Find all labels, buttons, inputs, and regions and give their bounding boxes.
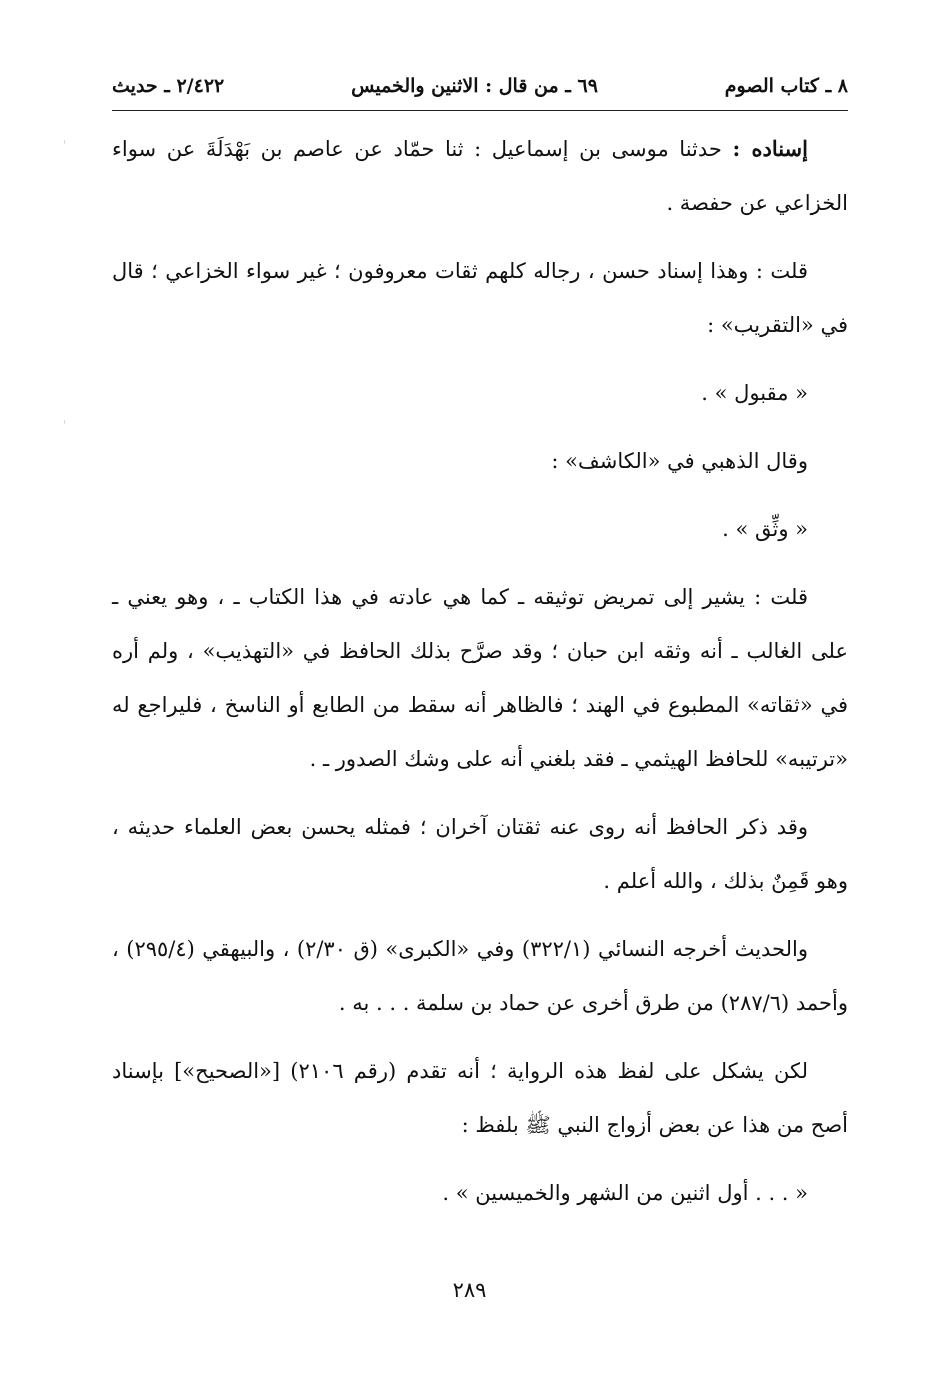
header-chapter-title: ٦٩ ـ من قال : الاثنين والخميس <box>351 75 598 97</box>
quote: « . . . أول اثنين من الشهر والخميسين » . <box>442 1181 808 1205</box>
isnad-paragraph <box>112 122 848 230</box>
paragraph: لكن يشكل على لفظ هذه الرواية ؛ أنه تقدم (رقم ٢١٠٦) [«الصحيح»] بإسناد أصح من هذا عن بعض أزواج النبي ﷺ بلفظ : <box>112 1059 848 1137</box>
scan-mark <box>64 140 65 144</box>
quote: « وثِّق » . <box>722 517 808 541</box>
main-text <box>112 122 848 1234</box>
quote: « مقبول » . <box>701 381 808 405</box>
paragraph: قلت : وهذا إسناد حسن ، رجاله كلهم ثقات معروفون ؛ غير سواء الخزاعي ؛ قال في «التقريب» : <box>112 259 848 337</box>
scan-mark <box>64 420 65 424</box>
running-header <box>112 64 848 108</box>
paragraph: وقد ذكر الحافظ أنه روى عنه ثقتان آخران ؛ فمثله يحسن بعض العلماء حديثه ، وهو قَمِنٌ بذلك ، والله أعلم . <box>112 815 848 893</box>
paragraph: وقال الذهبي في «الكاشف» : <box>551 449 808 473</box>
header-book-title: ٨ ـ كتاب الصوم <box>724 75 848 97</box>
isnad-text: حدثنا موسى بن إسماعيل : ثنا حمّاد عن عاصم بن بَهْدَلَةَ عن سواء الخزاعي عن حفصة . <box>112 137 848 215</box>
page-number: ٢٨٩ <box>452 1278 487 1302</box>
paragraph: والحديث أخرجه النسائي (٣٢٢/١) وفي «الكبرى» (ق ٢/٣٠) ، والبيهقي (٢٩٥/٤) ، وأحمد (٢٨٧/٦) من طرق أخرى عن حماد بن سلمة . . . به . <box>112 937 848 1015</box>
paragraph: قلت : يشير إلى تمريض توثيقه ـ كما هي عادته في هذا الكتاب ـ ، وهو يعني ـ على الغالب ـ أنه وثقه ابن حبان ؛ وقد صرَّح بذلك الحافظ في «التهذيب» ، ولم أره في «ثقاته» المطبوع في الهند ؛ فالظاهر أنه سقط من الطابع أو الناسخ ، فليراجع له «ترتيبه» للحافظ الهيثمي ـ فقد بلغني أنه على وشك الصدور ـ . <box>112 585 848 771</box>
header-divider <box>112 110 848 111</box>
header-hadith-number: ٢/٤٢٢ ـ حديث <box>112 75 225 97</box>
isnad-label: إسناده : <box>732 136 808 161</box>
